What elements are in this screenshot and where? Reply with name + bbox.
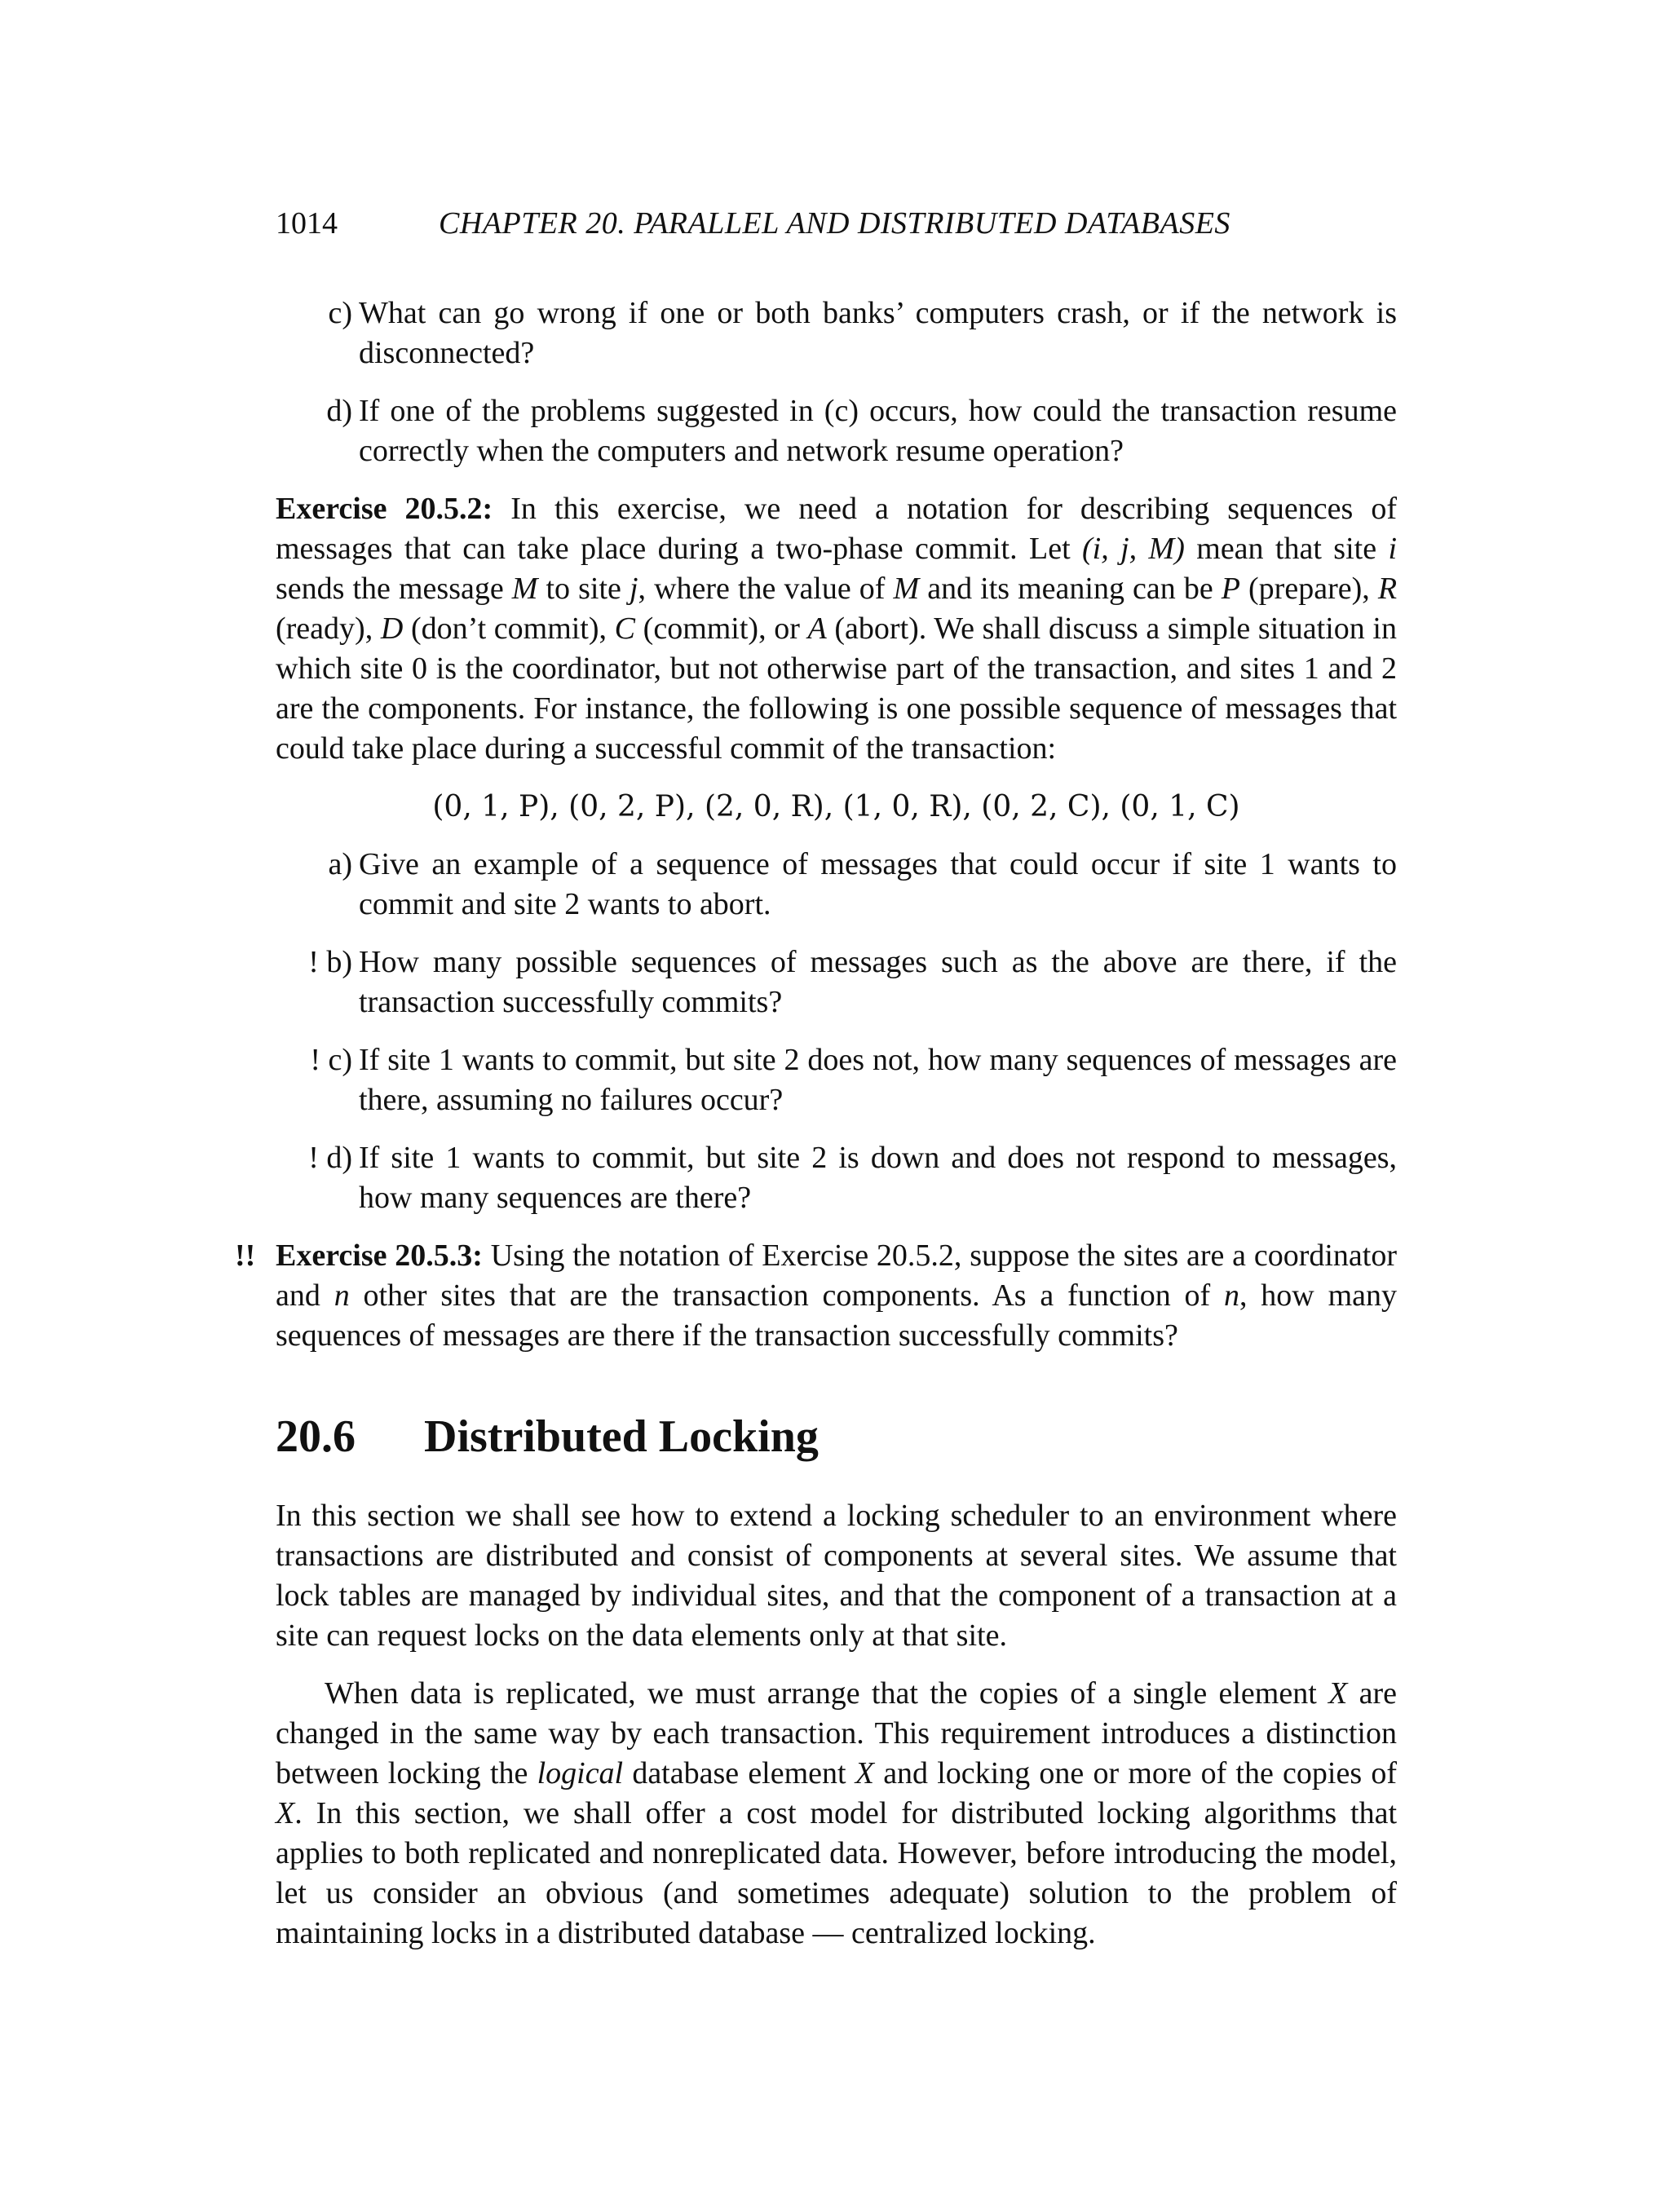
paragraph: In this section we shall see how to extend a locking scheduler to an environment where transactions are distributed and consist of components at several sites. We assume that lock tables are managed by individual sites, and that the component of a transaction at a site can request locks on the data elements only at that site. xyxy=(276,1499,1397,1653)
list-item xyxy=(276,845,1397,925)
math: M xyxy=(511,572,538,606)
exercise-20-5-2 xyxy=(276,489,1397,769)
list-item xyxy=(276,1040,1397,1120)
list-item xyxy=(276,1138,1397,1218)
item-marker: d) xyxy=(326,394,352,428)
text-run: , how many sequences of messages are there if the transaction successfully commits? xyxy=(276,1278,1397,1353)
math: P xyxy=(1221,572,1240,606)
page-number: 1014 xyxy=(276,206,338,241)
math: j xyxy=(629,572,638,606)
math: X xyxy=(855,1756,874,1790)
item-text: Give an example of a sequence of messages that could occur if site 1 wants to commit and site 2 wants to abort. xyxy=(359,847,1397,921)
text-run: (don’t commit), xyxy=(403,612,615,646)
running-title: CHAPTER 20. PARALLEL AND DISTRIBUTED DATABASES xyxy=(439,206,1230,241)
text-run: database element xyxy=(623,1756,855,1790)
text-run: (abort). We shall discuss a simple situation in which site 0 is the coordinator, but not otherwise part of the transaction, and sites 1 and 2 are the components. For instance, the following is one possible sequence of messages that could take place during a successful commit of the transaction: xyxy=(276,612,1397,766)
text-run: are changed in the same way by each transaction. This requirement introduces a distinction between locking the xyxy=(276,1676,1398,1790)
math: D xyxy=(380,612,404,646)
section-heading xyxy=(276,1408,1397,1465)
item-marker: ! c) xyxy=(310,1043,352,1077)
item-text: What can go wrong if one or both banks’ computers crash, or if the network is disconnected? xyxy=(359,296,1397,370)
math: C xyxy=(614,612,636,646)
math: i xyxy=(1388,532,1398,566)
text-run: When data is replicated, we must arrange that the copies of a single element xyxy=(325,1676,1329,1711)
math: n xyxy=(1224,1278,1239,1313)
text-run: (commit), or xyxy=(635,612,808,646)
math: (i, j, M) xyxy=(1082,532,1185,566)
list-item xyxy=(276,294,1397,373)
math: R xyxy=(1377,572,1398,606)
exercise-20-5-3 xyxy=(235,1236,1397,1356)
item-marker: ! d) xyxy=(308,1141,352,1175)
text-run: (prepare), xyxy=(1239,572,1378,606)
math: A xyxy=(807,612,827,646)
text-run: sends the message xyxy=(276,572,512,606)
text-run: mean that site xyxy=(1184,532,1389,566)
emphasis: logical xyxy=(537,1756,624,1790)
text-run: , where the value of xyxy=(638,572,894,606)
list-item xyxy=(276,391,1397,471)
text-run: and its meaning can be xyxy=(919,572,1222,606)
text-run: Using the notation of Exercise 20.5.2, suppose the sites are a coordinator and xyxy=(276,1238,1397,1313)
section-number: 20.6 xyxy=(276,1411,356,1462)
item-text: If site 1 wants to commit, but site 2 is down and does not respond to messages, how many sequences are there? xyxy=(359,1141,1397,1215)
text-run: to site xyxy=(537,572,630,606)
math: X xyxy=(276,1796,295,1830)
math: M xyxy=(893,572,920,606)
page-content xyxy=(235,294,1398,1954)
text-run: other sites that are the transaction components. As a function of xyxy=(349,1278,1224,1313)
exercise-label: Exercise 20.5.2: xyxy=(276,492,493,526)
item-text: How many possible sequences of messages such as the above are there, if the transaction successfully commits? xyxy=(359,945,1397,1019)
difficulty-marker: !! xyxy=(235,1238,256,1273)
item-text: If one of the problems suggested in (c) occurs, how could the transaction resume correctly when the computers and network resume operation? xyxy=(359,394,1397,468)
item-text: If site 1 wants to commit, but site 2 does not, how many sequences of messages are there, assuming no failures occur? xyxy=(359,1043,1397,1117)
text-run: and locking one or more of the copies of xyxy=(874,1756,1397,1790)
math: X xyxy=(1328,1676,1348,1711)
message-sequence: (0, 1, P), (0, 2, P), (2, 0, R), (1, 0, R), (0, 2, C), (0, 1, C) xyxy=(432,790,1240,823)
section-title: Distributed Locking xyxy=(424,1411,819,1462)
list-item xyxy=(276,943,1397,1022)
text-run: (ready), xyxy=(276,612,381,646)
item-marker: ! b) xyxy=(308,945,352,979)
paragraph xyxy=(276,1674,1397,1954)
math: n xyxy=(334,1278,350,1313)
text-run: . In this section, we shall offer a cost model for distributed locking algorithms that applies to both replicated and nonreplicated data. However, before introducing the model, let us consider an obvious (and sometimes adequate) solution to the problem of maintaining locks in a distributed database — centralized locking. xyxy=(276,1796,1397,1950)
exercise-label: Exercise 20.5.3: xyxy=(276,1238,483,1273)
item-marker: c) xyxy=(328,296,352,330)
text-run: In this exercise, we need a notation for describing sequences of messages that can take place during a two-phase commit. Let xyxy=(276,492,1398,566)
item-marker: a) xyxy=(328,847,352,881)
